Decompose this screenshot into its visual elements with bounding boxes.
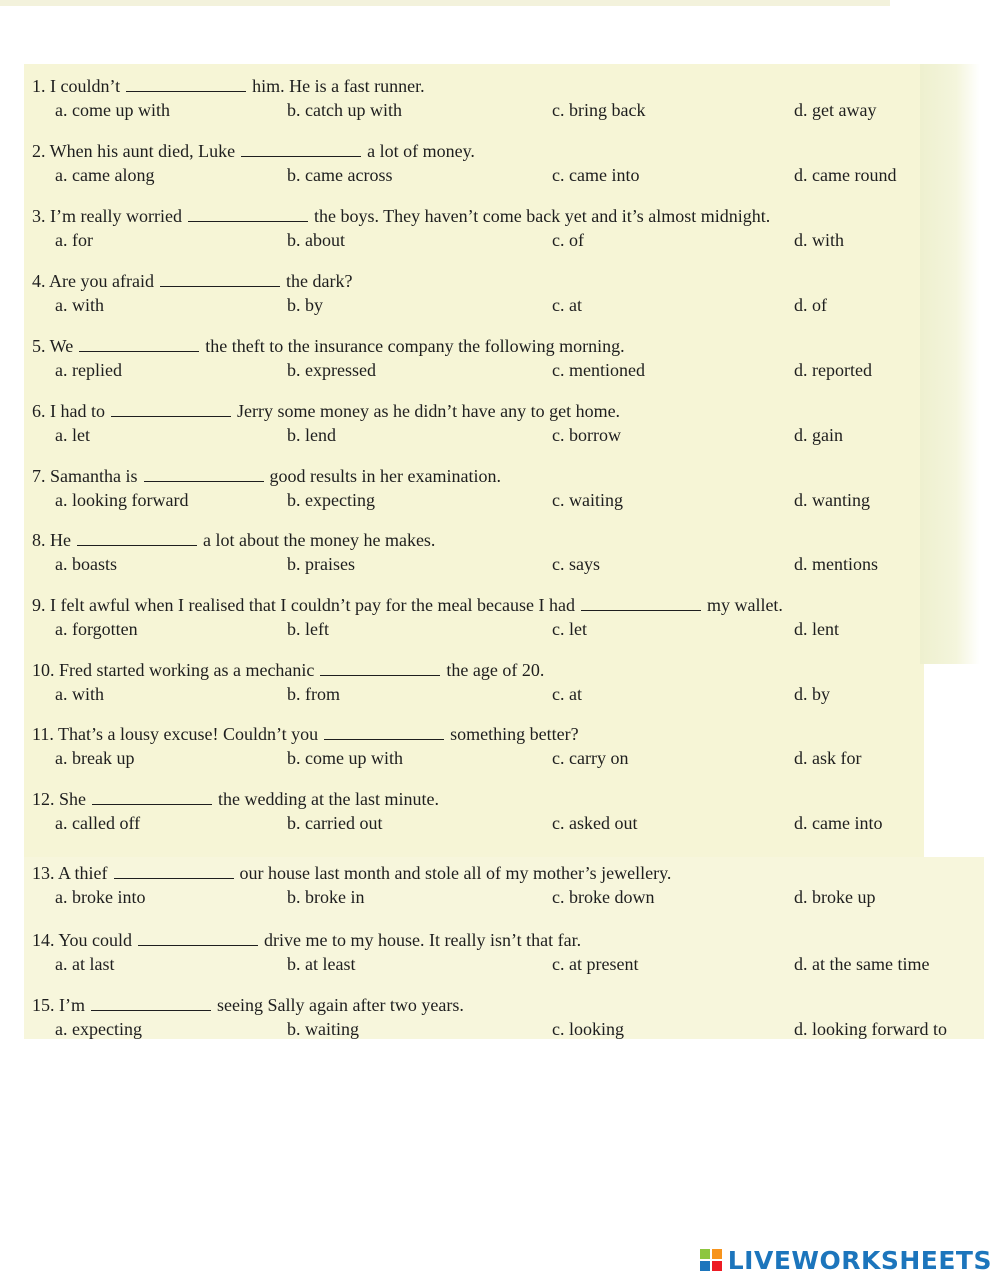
- option-b[interactable]: b. carried out: [287, 813, 383, 833]
- option-d[interactable]: d. wanting: [794, 490, 870, 510]
- option-c[interactable]: c. mentioned: [552, 360, 645, 380]
- stem-text-before: 1. I couldn’t: [32, 76, 121, 96]
- question-9: [0, 594, 984, 654]
- question-stem: [32, 465, 501, 487]
- option-b[interactable]: b. praises: [287, 554, 355, 574]
- question-10: [0, 659, 984, 719]
- option-b[interactable]: b. from: [287, 684, 340, 704]
- stem-text-after: a lot of money.: [367, 141, 475, 161]
- question-stem: [32, 270, 352, 292]
- stem-text-before: 2. When his aunt died, Luke: [32, 141, 236, 161]
- option-c[interactable]: c. bring back: [552, 100, 646, 120]
- option-b[interactable]: b. about: [287, 230, 345, 250]
- question-5: [0, 335, 984, 395]
- stem-text-after: Jerry some money as he didn’t have any to get home.: [236, 401, 621, 421]
- stem-text-after: the theft to the insurance company the following morning.: [205, 336, 625, 356]
- question-stem: [32, 862, 671, 884]
- option-c[interactable]: c. came into: [552, 165, 640, 185]
- option-c[interactable]: c. at: [552, 684, 582, 704]
- stem-text-after: good results in her examination.: [269, 466, 501, 486]
- option-d[interactable]: d. mentions: [794, 554, 878, 574]
- option-d[interactable]: d. came into: [794, 813, 883, 833]
- option-b[interactable]: b. expressed: [287, 360, 376, 380]
- question-stem: [32, 400, 620, 422]
- answer-blank[interactable]: [91, 995, 211, 1011]
- stem-text-after: the boys. They haven’t come back yet and it’s almost midnight.: [313, 206, 771, 226]
- stem-text-after: my wallet.: [706, 595, 783, 615]
- answer-blank[interactable]: [160, 271, 280, 287]
- stem-text-before: 5. We: [32, 336, 74, 356]
- option-c[interactable]: c. of: [552, 230, 584, 250]
- answer-blank[interactable]: [92, 789, 212, 805]
- option-a[interactable]: a. at last: [55, 954, 115, 974]
- question-stem: [32, 594, 783, 616]
- option-d[interactable]: d. gain: [794, 425, 843, 445]
- option-a[interactable]: a. let: [55, 425, 90, 445]
- option-d[interactable]: d. lent: [794, 619, 839, 639]
- question-stem: [32, 140, 475, 162]
- stem-text-after: the dark?: [285, 271, 353, 291]
- answer-blank[interactable]: [111, 401, 231, 417]
- option-a[interactable]: a. for: [55, 230, 93, 250]
- stem-text-before: 9. I felt awful when I realised that I couldn’t pay for the meal because I had: [32, 595, 575, 615]
- stem-text-before: 3. I’m really worried: [32, 206, 182, 226]
- logo-square-orange: [712, 1249, 722, 1259]
- question-stem: [32, 529, 435, 551]
- option-a[interactable]: a. replied: [55, 360, 122, 380]
- liveworksheets-logo-icon: [700, 1249, 722, 1271]
- option-c[interactable]: c. looking: [552, 1019, 624, 1039]
- answer-blank[interactable]: [188, 206, 308, 222]
- question-stem: [32, 205, 770, 227]
- answer-blank[interactable]: [126, 76, 246, 92]
- stem-text-after: drive me to my house. It really isn’t that far.: [264, 930, 582, 950]
- question-2: [0, 140, 984, 200]
- question-8: [0, 529, 984, 589]
- stem-text-before: 11. That’s a lousy excuse! Couldn’t you: [32, 724, 319, 744]
- option-d[interactable]: d. reported: [794, 360, 872, 380]
- liveworksheets-footer: [700, 1244, 992, 1276]
- option-a[interactable]: a. broke into: [55, 887, 146, 907]
- stem-text-before: 7. Samantha is: [32, 466, 138, 486]
- option-b[interactable]: b. come up with: [287, 748, 403, 768]
- option-d[interactable]: d. broke up: [794, 887, 876, 907]
- option-a[interactable]: a. expecting: [55, 1019, 142, 1039]
- option-b[interactable]: b. came across: [287, 165, 393, 185]
- stem-text-after: the age of 20.: [446, 660, 545, 680]
- question-stem: [32, 994, 464, 1016]
- liveworksheets-brand: LIVEWORKSHEETS: [727, 1245, 992, 1275]
- option-a[interactable]: a. looking forward: [55, 490, 189, 510]
- option-c[interactable]: c. at: [552, 295, 582, 315]
- answer-blank[interactable]: [144, 466, 264, 482]
- question-stem: [32, 659, 544, 681]
- answer-blank[interactable]: [138, 930, 258, 946]
- option-d[interactable]: d. with: [794, 230, 845, 250]
- option-d[interactable]: d. ask for: [794, 748, 862, 768]
- option-b[interactable]: b. broke in: [287, 887, 365, 907]
- stem-text-after: a lot about the money he makes.: [203, 530, 436, 550]
- answer-blank[interactable]: [77, 530, 197, 546]
- answer-blank[interactable]: [79, 336, 199, 352]
- option-d[interactable]: d. at the same time: [794, 954, 930, 974]
- question-6: [0, 400, 984, 460]
- option-c[interactable]: c. broke down: [552, 887, 655, 907]
- question-stem: [32, 788, 439, 810]
- option-b[interactable]: b. by: [287, 295, 323, 315]
- option-b[interactable]: b. expecting: [287, 490, 375, 510]
- option-c[interactable]: c. let: [552, 619, 587, 639]
- option-d[interactable]: d. looking forward to: [794, 1019, 947, 1039]
- stem-text-before: 13. A thief: [32, 863, 108, 883]
- question-3: [0, 205, 984, 265]
- stem-text-before: 15. I’m: [32, 995, 85, 1015]
- logo-square-green: [700, 1249, 710, 1259]
- stem-text-after: the wedding at the last minute.: [218, 789, 439, 809]
- option-d[interactable]: d. of: [794, 295, 827, 315]
- option-c[interactable]: c. carry on: [552, 748, 629, 768]
- answer-blank[interactable]: [241, 141, 361, 157]
- option-d[interactable]: d. came round: [794, 165, 897, 185]
- stem-text-before: 4. Are you afraid: [32, 271, 154, 291]
- logo-square-blue: [700, 1261, 710, 1271]
- option-c[interactable]: c. at present: [552, 954, 639, 974]
- option-b[interactable]: b. waiting: [287, 1019, 359, 1039]
- question-15: [0, 994, 984, 1054]
- stem-text-after: seeing Sally again after two years.: [217, 995, 464, 1015]
- option-c[interactable]: c. waiting: [552, 490, 623, 510]
- question-stem: [32, 723, 579, 745]
- option-d[interactable]: d. get away: [794, 100, 877, 120]
- option-d[interactable]: d. by: [794, 684, 830, 704]
- option-a[interactable]: a. with: [55, 684, 104, 704]
- option-b[interactable]: b. at least: [287, 954, 356, 974]
- question-11: [0, 723, 984, 783]
- question-stem: [32, 929, 581, 951]
- question-stem: [32, 75, 425, 97]
- option-a[interactable]: a. break up: [55, 748, 135, 768]
- answer-blank[interactable]: [320, 660, 440, 676]
- stem-text-before: 12. She: [32, 789, 86, 809]
- stem-text-after: him. He is a fast runner.: [252, 76, 425, 96]
- stem-text-before: 8. He: [32, 530, 71, 550]
- answer-blank[interactable]: [324, 724, 444, 740]
- question-7: [0, 465, 984, 525]
- question-14: [0, 929, 984, 989]
- option-b[interactable]: b. lend: [287, 425, 336, 445]
- option-c[interactable]: c. borrow: [552, 425, 621, 445]
- question-13: [0, 862, 984, 922]
- stem-text-before: 6. I had to: [32, 401, 105, 421]
- option-b[interactable]: b. left: [287, 619, 329, 639]
- option-a[interactable]: a. boasts: [55, 554, 117, 574]
- question-stem: [32, 335, 625, 357]
- option-a[interactable]: a. came along: [55, 165, 155, 185]
- option-a[interactable]: a. with: [55, 295, 104, 315]
- answer-blank[interactable]: [114, 863, 234, 879]
- stem-text-before: 14. You could: [32, 930, 133, 950]
- question-12: [0, 788, 984, 848]
- option-b[interactable]: b. catch up with: [287, 100, 402, 120]
- option-a[interactable]: a. called off: [55, 813, 141, 833]
- stem-text-before: 10. Fred started working as a mechanic: [32, 660, 315, 680]
- option-c[interactable]: c. says: [552, 554, 600, 574]
- question-4: [0, 270, 984, 330]
- stem-text-after: our house last month and stole all of my mother’s jewellery.: [239, 863, 672, 883]
- option-a[interactable]: a. forgotten: [55, 619, 138, 639]
- logo-square-red: [712, 1261, 722, 1271]
- option-c[interactable]: c. asked out: [552, 813, 638, 833]
- answer-blank[interactable]: [581, 595, 701, 611]
- question-1: [0, 75, 984, 135]
- stem-text-after: something better?: [450, 724, 579, 744]
- option-a[interactable]: a. come up with: [55, 100, 170, 120]
